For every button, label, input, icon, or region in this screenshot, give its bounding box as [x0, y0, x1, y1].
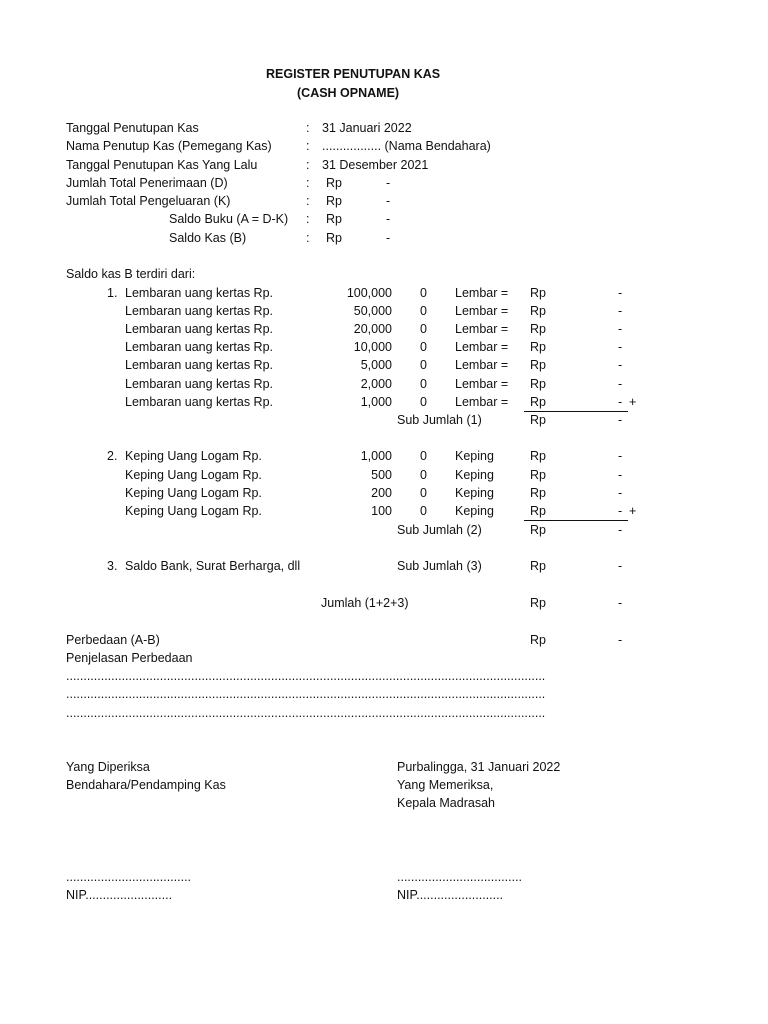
row-unit: Keping: [455, 504, 494, 518]
row-desc: Keping Uang Logam Rp.: [125, 486, 262, 500]
header-sep: :: [306, 212, 310, 226]
document-title: REGISTER PENUTUPAN KAS: [266, 67, 441, 81]
row-amount: -: [618, 377, 623, 391]
header-rp: Rp: [326, 194, 342, 208]
row-desc: Lembaran uang kertas Rp.: [125, 358, 274, 372]
row-qty: 0: [420, 395, 427, 409]
header-label-tanggal-lalu: Tanggal Penutupan Kas Yang Lalu: [66, 158, 258, 172]
header-rp: Rp: [326, 176, 342, 190]
row-amount: -: [618, 286, 623, 300]
signature-left-title: Yang Diperiksa: [66, 760, 150, 774]
row-amount: -: [618, 340, 623, 354]
row-unit: Lembar =: [455, 340, 509, 354]
row-desc: Lembaran uang kertas Rp.: [125, 286, 274, 300]
row-desc: Keping Uang Logam Rp.: [125, 449, 262, 463]
difference-rp: Rp: [530, 633, 546, 647]
row-rp: Rp: [530, 468, 546, 482]
saldo-intro: Saldo kas B terdiri dari:: [66, 267, 196, 281]
header-label-nama: Nama Penutup Kas (Pemegang Kas): [66, 139, 272, 153]
total-label: Jumlah (1+2+3): [321, 596, 409, 610]
row-denom: 10,000: [353, 340, 392, 354]
total-rp: Rp: [530, 596, 546, 610]
row-desc: Keping Uang Logam Rp.: [125, 468, 262, 482]
signature-right-line: ....................................: [397, 870, 523, 884]
section-number: 3.: [107, 559, 118, 573]
row-desc: Lembaran uang kertas Rp.: [125, 322, 274, 336]
row-rp: Rp: [530, 377, 546, 391]
subtotal-rp: Rp: [530, 523, 546, 537]
row-amount: -: [618, 449, 623, 463]
signature-right-title: Yang Memeriksa,: [397, 778, 494, 792]
difference-amount: -: [618, 633, 623, 647]
plus-sign: +: [629, 504, 637, 518]
header-dash: -: [386, 194, 391, 208]
row-rp: Rp: [530, 340, 546, 354]
header-value-tanggal-lalu: 31 Desember 2021: [322, 158, 429, 172]
row-rp: Rp: [530, 486, 546, 500]
header-label-saldo-buku: Saldo Buku (A = D-K): [169, 212, 289, 226]
difference-label: Perbedaan (A-B): [66, 633, 160, 647]
row-denom: 1,000: [360, 449, 392, 463]
subtotal-label: Sub Jumlah (3): [397, 559, 482, 573]
row-denom: 100,000: [346, 286, 392, 300]
row-desc: Keping Uang Logam Rp.: [125, 504, 262, 518]
row-amount: -: [618, 468, 623, 482]
row-qty: 0: [420, 486, 427, 500]
row-rp: Rp: [530, 286, 546, 300]
row-amount: -: [618, 322, 623, 336]
row-qty: 0: [420, 304, 427, 318]
header-sep: :: [306, 194, 310, 208]
row-desc: Lembaran uang kertas Rp.: [125, 395, 274, 409]
row-qty: 0: [420, 468, 427, 482]
row-denom: 50,000: [353, 304, 392, 318]
row-qty: 0: [420, 449, 427, 463]
row-rp: Rp: [530, 304, 546, 318]
row-desc: Lembaran uang kertas Rp.: [125, 377, 274, 391]
row-rp: Rp: [530, 449, 546, 463]
section-desc: Saldo Bank, Surat Berharga, dll: [125, 559, 301, 573]
row-qty: 0: [420, 340, 427, 354]
explanation-line: ..........................................................................................................................................: [66, 687, 546, 701]
row-rp: Rp: [530, 358, 546, 372]
header-dash: -: [386, 231, 391, 245]
explanation-line: ..........................................................................................................................................: [66, 706, 546, 720]
row-qty: 0: [420, 322, 427, 336]
row-amount: -: [618, 486, 623, 500]
row-desc: Lembaran uang kertas Rp.: [125, 340, 274, 354]
header-dash: -: [386, 212, 391, 226]
row-amount: -: [618, 504, 623, 518]
header-dash: -: [386, 176, 391, 190]
subtotal-rp: Rp: [530, 559, 546, 573]
subtotal-amount: -: [618, 523, 623, 537]
header-rp: Rp: [326, 231, 342, 245]
signature-left-line: ....................................: [66, 870, 192, 884]
row-rp: Rp: [530, 322, 546, 336]
section-number: 1.: [107, 286, 118, 300]
row-amount: -: [618, 304, 623, 318]
subtotal-label: Sub Jumlah (2): [397, 523, 482, 537]
explanation-label: Penjelasan Perbedaan: [66, 651, 193, 665]
row-unit: Keping: [455, 486, 494, 500]
row-desc: Lembaran uang kertas Rp.: [125, 304, 274, 318]
header-sep: :: [306, 139, 310, 153]
header-label-penerimaan: Jumlah Total Penerimaan (D): [66, 176, 228, 190]
row-unit: Lembar =: [455, 286, 509, 300]
row-denom: 20,000: [353, 322, 392, 336]
signature-place-date: Purbalingga, 31 Januari 2022: [397, 760, 561, 774]
signature-right-nip: NIP.........................: [397, 888, 504, 902]
row-denom: 200: [371, 486, 392, 500]
row-denom: 500: [371, 468, 392, 482]
row-denom: 1,000: [360, 395, 392, 409]
header-rp: Rp: [326, 212, 342, 226]
header-sep: :: [306, 121, 310, 135]
row-denom: 2,000: [360, 377, 392, 391]
row-unit: Lembar =: [455, 395, 509, 409]
row-amount: -: [618, 395, 623, 409]
row-qty: 0: [420, 358, 427, 372]
plus-sign: +: [629, 395, 637, 409]
total-amount: -: [618, 596, 623, 610]
header-value-nama: ................. (Nama Bendahara): [322, 139, 491, 153]
row-rp: Rp: [530, 395, 546, 409]
row-unit: Keping: [455, 468, 494, 482]
row-unit: Lembar =: [455, 358, 509, 372]
row-qty: 0: [420, 286, 427, 300]
explanation-line: ..........................................................................................................................................: [66, 669, 546, 683]
signature-left-role: Bendahara/Pendamping Kas: [66, 778, 226, 792]
header-label-tanggal: Tanggal Penutupan Kas: [66, 121, 199, 135]
row-unit: Lembar =: [455, 304, 509, 318]
header-sep: :: [306, 231, 310, 245]
section-number: 2.: [107, 449, 118, 463]
row-unit: Lembar =: [455, 377, 509, 391]
subtotal-label: Sub Jumlah (1): [397, 413, 482, 427]
row-qty: 0: [420, 377, 427, 391]
sum-underline: [524, 520, 628, 521]
header-label-pengeluaran: Jumlah Total Pengeluaran (K): [66, 194, 231, 208]
row-rp: Rp: [530, 504, 546, 518]
row-amount: -: [618, 358, 623, 372]
subtotal-amount: -: [618, 413, 623, 427]
signature-left-nip: NIP.........................: [66, 888, 173, 902]
document-subtitle: (CASH OPNAME): [297, 86, 400, 100]
header-label-saldo-kas: Saldo Kas (B): [169, 231, 247, 245]
subtotal-amount: -: [618, 559, 623, 573]
signature-right-role: Kepala Madrasah: [397, 796, 495, 810]
header-sep: :: [306, 176, 310, 190]
subtotal-rp: Rp: [530, 413, 546, 427]
row-unit: Lembar =: [455, 322, 509, 336]
header-value-tanggal: 31 Januari 2022: [322, 121, 412, 135]
header-sep: :: [306, 158, 310, 172]
row-qty: 0: [420, 504, 427, 518]
row-denom: 5,000: [360, 358, 392, 372]
row-denom: 100: [371, 504, 392, 518]
row-unit: Keping: [455, 449, 494, 463]
